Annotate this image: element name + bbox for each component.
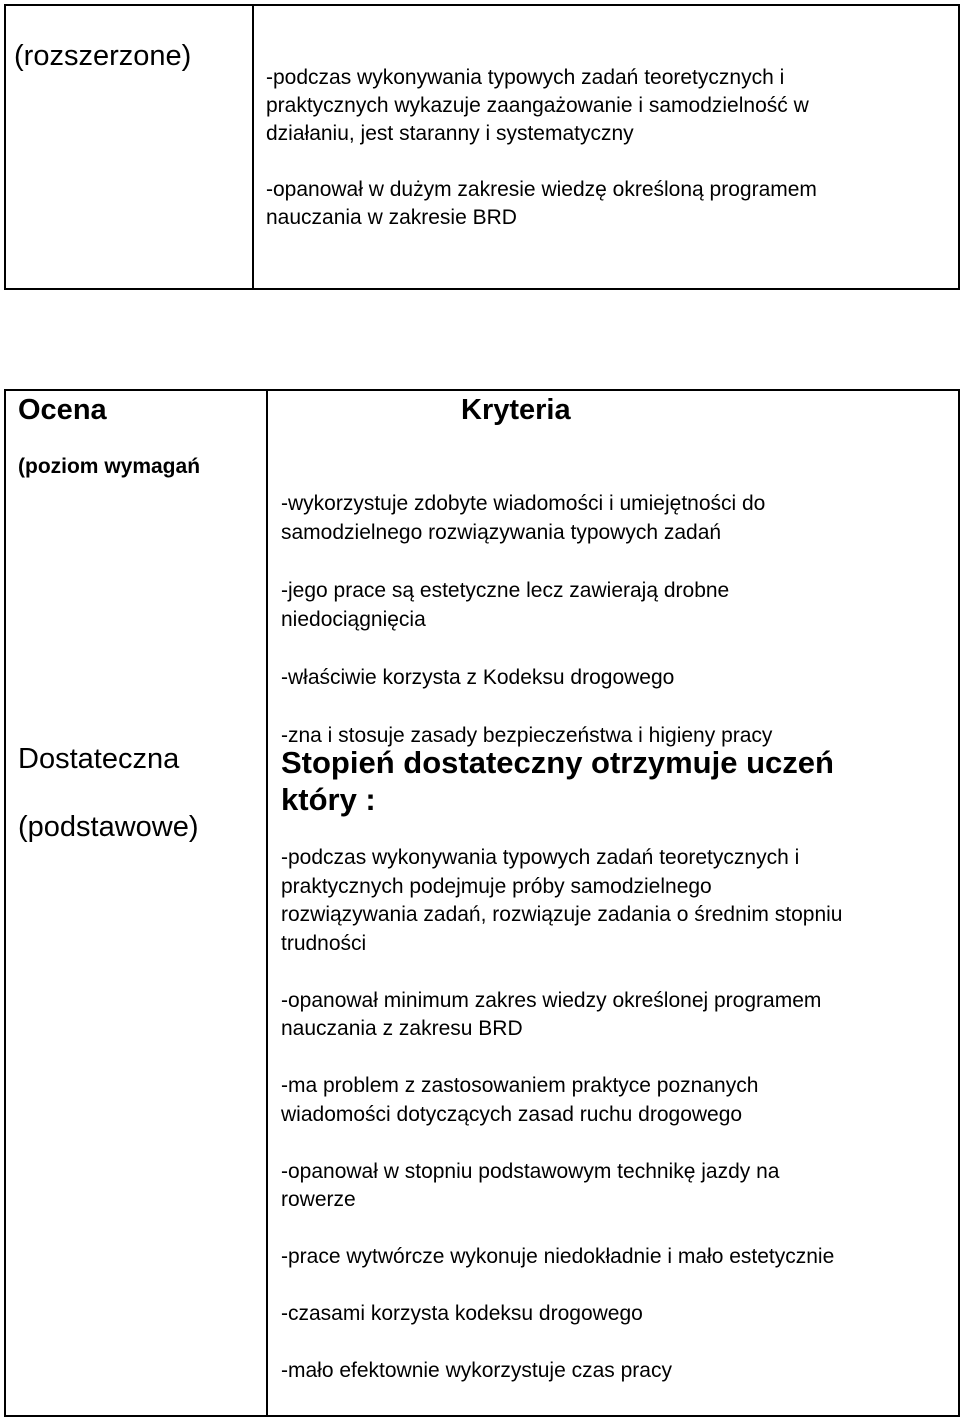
criterion-item: -czasami korzysta kodeksu drogowego (281, 1302, 643, 1325)
criterion-item: -mało efektownie wykorzystuje czas pracy (281, 1359, 672, 1382)
criterion-item: -podczas wykonywania typowych zadań teoretycznych i praktycznych wykazuje zaangażowanie i samodzielność w działaniu, jest staranny i systematyczny (266, 66, 809, 145)
criterion-item: -opanował w dużym zakresie wiedzę określoną programem nauczania w zakresie BRD (266, 178, 817, 229)
grade-level: (podstawowe) (18, 811, 199, 843)
header-grade-subtitle: (poziom wymagań (18, 455, 201, 478)
criteria-list-extended (266, 64, 956, 232)
grade-label-extended: (rozszerzone) (14, 40, 192, 72)
criterion-item: -jego prace są estetyczne lecz zawierają drobne niedociągnięcia (281, 579, 730, 631)
criterion-item: -prace wytwórcze wykonuje niedokładnie i mało estetycznie (281, 1245, 835, 1268)
criterion-item: -właściwie korzysta z Kodeksu drogowego (281, 666, 675, 689)
grade-name: Dostateczna (18, 743, 180, 775)
criteria-list-basic (281, 844, 956, 1386)
column-divider (252, 6, 254, 288)
criteria-table-top (4, 4, 960, 290)
criterion-item: -podczas wykonywania typowych zadań teoretycznych i praktycznych podejmuje próby samodzielnego rozwiązywania zadań, rozwiązuje zadania o średnim stopniu trudności (281, 846, 843, 955)
header-criteria: Kryteria (461, 394, 571, 426)
criterion-item: -opanował minimum zakres wiedzy określonej programem nauczania z zakresu BRD (281, 988, 822, 1040)
section-heading: Stopień dostateczny otrzymuje uczeń który : (281, 745, 834, 817)
criterion-item: -zna i stosuje zasady bezpieczeństwa i higieny pracy (281, 724, 773, 747)
criteria-table-main (4, 389, 960, 1417)
criterion-item: -ma problem z zastosowaniem praktyce poznanych wiadomości dotyczących zasad ruchu drogowego (281, 1074, 759, 1126)
header-grade: Ocena (18, 394, 107, 426)
criteria-list-previous (281, 489, 951, 750)
criterion-item: -wykorzystuje zdobyte wiadomości i umiejętności do samodzielnego rozwiązywania typowych zadań (281, 492, 766, 544)
column-divider (266, 391, 268, 1415)
criterion-item: -opanował w stopniu podstawowym technikę jazdy na rowerze (281, 1159, 780, 1211)
